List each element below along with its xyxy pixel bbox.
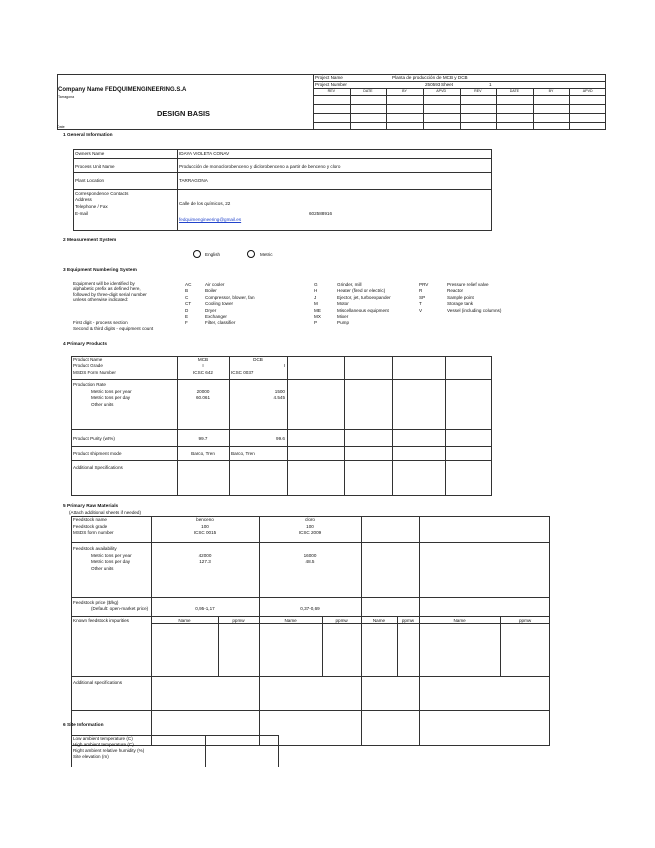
plant-location-label: Plant Location: [75, 178, 105, 183]
raw2-grade: 100: [306, 524, 314, 529]
equipment-type-name: Motor: [337, 301, 349, 307]
equipment-code: ME: [314, 307, 321, 313]
equipment-code: R: [419, 288, 423, 294]
price-label: Feedstock price ($/kg): [73, 600, 119, 605]
msds-form-label: MSDS Form Number: [73, 370, 116, 375]
correspondence-label: Correspondence Contacts: [75, 191, 129, 196]
equipment-code: PRV: [419, 282, 429, 287]
product-name-label: Product Name: [73, 357, 103, 362]
equipment-code: CT: [185, 301, 192, 307]
revision-header-cell: BY: [548, 89, 554, 93]
english-radio[interactable]: [193, 250, 201, 258]
raw1-name: benceno: [196, 517, 214, 522]
equipment-type-name: Pump: [337, 320, 350, 326]
equipment-type-name: Pressure relief valve: [447, 282, 489, 287]
revision-header-cell: DATE: [363, 89, 373, 93]
equipment-type-name: Reactor: [447, 288, 464, 294]
equipment-code: F: [185, 320, 188, 326]
company-location: Tarragona: [58, 95, 75, 99]
section-measurement-title: 2 Measurement System: [63, 238, 117, 243]
product-grade-label: Product Grade: [73, 363, 103, 368]
raw1-msds: ICSC 0015: [193, 530, 217, 535]
availability-label: Feedstock availability: [73, 546, 117, 551]
product1-name: MCB: [197, 357, 209, 362]
equipment-type-name: Compressor, blower, fan: [205, 294, 255, 300]
product1-grade: I: [202, 363, 204, 368]
raw2-tpd: 48.5: [305, 559, 315, 564]
phone-label: Telephone / Fax: [75, 204, 108, 209]
product1-purity: 99.7: [198, 436, 208, 441]
revision-header-cell: APVD: [582, 89, 593, 93]
project-number-value: 250593: [425, 82, 441, 87]
raw-tpd-label: Metric tons per day: [91, 559, 131, 564]
impurity-name-header: Name: [284, 618, 297, 623]
sheet-label: Sheet: [441, 82, 454, 87]
equipment-code: G: [314, 282, 318, 287]
raw1-price: 0,95-1,17: [195, 606, 215, 611]
owner-value: IDAYA VIOLETA CONAV: [179, 151, 230, 156]
equipment-code: T: [419, 301, 422, 307]
low-temp-label: Low ambient temperature (C): [73, 736, 133, 741]
address-label: Address: [75, 197, 92, 202]
date-label: Date: [57, 125, 65, 129]
impurity-ppmw-header: ppmw: [232, 618, 245, 623]
product2-purity: 99.6: [276, 436, 285, 441]
section-products-title: 4 Primary Products: [63, 342, 107, 347]
project-name-label: Project Name: [315, 75, 343, 80]
equipment-code: J: [314, 294, 317, 300]
shipment-label: Product shipment mode: [73, 451, 122, 456]
raw-additional-spec-label: Additional specifications: [73, 680, 123, 685]
impurity-ppmw-header: ppmw: [335, 618, 348, 623]
section-raw-materials-title: 5 Primary Raw Materials: [63, 504, 119, 509]
impurity-ppmw-header: ppmw: [518, 618, 532, 623]
plant-location-value: TARRAGONA: [179, 178, 208, 183]
equipment-type-name: Exchanger: [205, 314, 227, 319]
process-unit-value: Producción de monoclorobenceno y diclorobenceno a partir de benceno y cloro: [179, 164, 341, 169]
general-info-table: [73, 149, 492, 231]
tons-per-day-label: Metric tons per day: [91, 395, 131, 400]
first-digit-note: First digit - process section: [73, 320, 128, 325]
section-site-title: 6 Site Information: [63, 723, 104, 728]
process-unit-label: Process Unit Name: [75, 164, 115, 169]
equipment-code: MX: [314, 314, 321, 319]
email-link[interactable]: fedquimengineering@gmail.es: [179, 217, 242, 222]
high-temp-label: High ambient temperature (C): [73, 742, 134, 747]
impurity-name-header: Name: [178, 618, 191, 623]
equipment-code: V: [419, 307, 423, 313]
tons-per-year-label: Metric tons per year: [91, 389, 132, 394]
purity-label: Product Purity (wt%): [73, 436, 115, 441]
sheet-value: 1: [489, 82, 492, 87]
project-name-value: Planta de producción de MCB y DCB: [392, 75, 468, 80]
equipment-type-name: Filter, classifier: [205, 320, 236, 326]
equipment-code: M: [314, 301, 318, 307]
raw2-name: cloro: [305, 517, 315, 522]
raw1-tpy: 42000: [198, 553, 212, 558]
raw1-grade: 100: [201, 524, 209, 529]
equipment-code: H: [314, 288, 318, 294]
equipment-type-name: Mixer: [337, 314, 349, 319]
equipment-code: P: [314, 320, 318, 326]
product1-msds: ICSC 642: [193, 370, 213, 375]
equipment-code: D: [185, 307, 189, 313]
feedstock-name-label: Feedstock name: [73, 517, 107, 522]
product1-tpy: 20000: [196, 389, 210, 394]
equipment-type-name: Boiler: [205, 288, 217, 294]
company-name: Company Name FEDQUIMENGINEERING.S.A: [58, 87, 187, 93]
raw-materials-table: [71, 516, 550, 746]
equipment-code: C: [185, 294, 189, 300]
product1-shipment: Barco, Tren: [191, 451, 215, 456]
raw2-price: 0,37-0,69: [300, 606, 320, 611]
project-number-label: Project Number: [315, 82, 347, 87]
address-value: Calle de los químicos, 22: [179, 201, 231, 206]
product2-tpy: 1500: [274, 389, 285, 394]
products-table: [71, 356, 492, 496]
revision-header-cell: APVD: [436, 89, 447, 93]
equipment-type-name: Heater (fired or electric): [337, 288, 386, 294]
other-units-label: Other units: [91, 402, 114, 407]
equipment-type-name: Dryer: [205, 307, 217, 313]
document-title: DESIGN BASIS: [157, 109, 210, 118]
impurity-ppmw-header: ppmw: [401, 618, 415, 623]
equipment-type-name: Vessel (including columns): [447, 307, 502, 313]
additional-spec-label: Additional Specifications: [73, 465, 123, 470]
elevation-label: Site elevation (m): [73, 754, 109, 759]
product2-msds: ICSC 0037: [231, 370, 254, 375]
product1-tpd: 60.061: [195, 395, 211, 400]
product2-grade: I: [283, 363, 285, 368]
numbering-description: Equipment will be identified by alphabetic prefix as defined here, followed by three-digit serial number unless otherwise indicated:: [73, 281, 147, 302]
product2-name: DCB: [253, 357, 263, 362]
english-label: English: [205, 252, 221, 257]
owner-label: Owners Name: [75, 151, 105, 156]
raw-other-units-label: Other units: [91, 566, 114, 571]
impurity-name-header: Name: [372, 618, 386, 623]
equipment-type-name: Miscellaneous equipment: [337, 307, 389, 313]
second-digit-note: Second & third digits - equipment count: [73, 326, 154, 331]
raw1-tpd: 127.3: [199, 559, 211, 564]
metric-label: Metric: [260, 252, 273, 257]
production-rate-label: Production Rate: [73, 382, 106, 387]
equipment-code: AC: [185, 282, 192, 287]
revision-header-cell: DATE: [509, 89, 520, 93]
section-numbering-title: 3 Equipment Numbering System: [63, 268, 137, 273]
humidity-label: Right ambient relative humidity (%): [73, 748, 145, 753]
equipment-type-name: Air cooler: [205, 282, 225, 287]
section-general-title: 1 General Information: [63, 133, 113, 138]
impurities-label: Known feedstock impurities: [73, 618, 129, 623]
phone-value: 602588916: [309, 211, 332, 216]
feedstock-msds-label: MSDS form number: [73, 530, 114, 535]
raw-materials-subtitle: (Attach additional sheets if needed): [69, 510, 142, 515]
feedstock-grade-label: Feedstock grade: [73, 524, 108, 529]
impurity-name-header: Name: [453, 618, 466, 623]
equipment-code: B: [185, 288, 189, 294]
raw-tpy-label: Metric tons per year: [91, 553, 132, 558]
metric-radio[interactable]: [247, 250, 255, 258]
raw2-msds: ICSC 2009: [298, 530, 322, 535]
revision-header-cell: BY: [402, 89, 407, 93]
equipment-type-name: Storage tank: [447, 301, 474, 307]
equipment-type-name: Cooling tower: [205, 301, 234, 307]
product2-tpd: 4.545: [273, 395, 285, 400]
revision-header-cell: REV: [474, 89, 482, 93]
revision-header-cell: REV: [327, 89, 335, 93]
email-label: E-mail: [75, 211, 89, 216]
equipment-type-name: Grinder, mill: [337, 282, 362, 287]
raw2-tpy: 16000: [303, 553, 317, 558]
equipment-code: SP: [419, 294, 426, 300]
equipment-type-name: Ejector, jet, turboexpander: [337, 294, 391, 300]
equipment-code: E: [185, 314, 189, 319]
price-sublabel: (Default: open-market price): [91, 606, 149, 611]
product2-shipment: Barco, Tren: [231, 451, 255, 456]
equipment-type-name: Sample point: [447, 294, 474, 300]
